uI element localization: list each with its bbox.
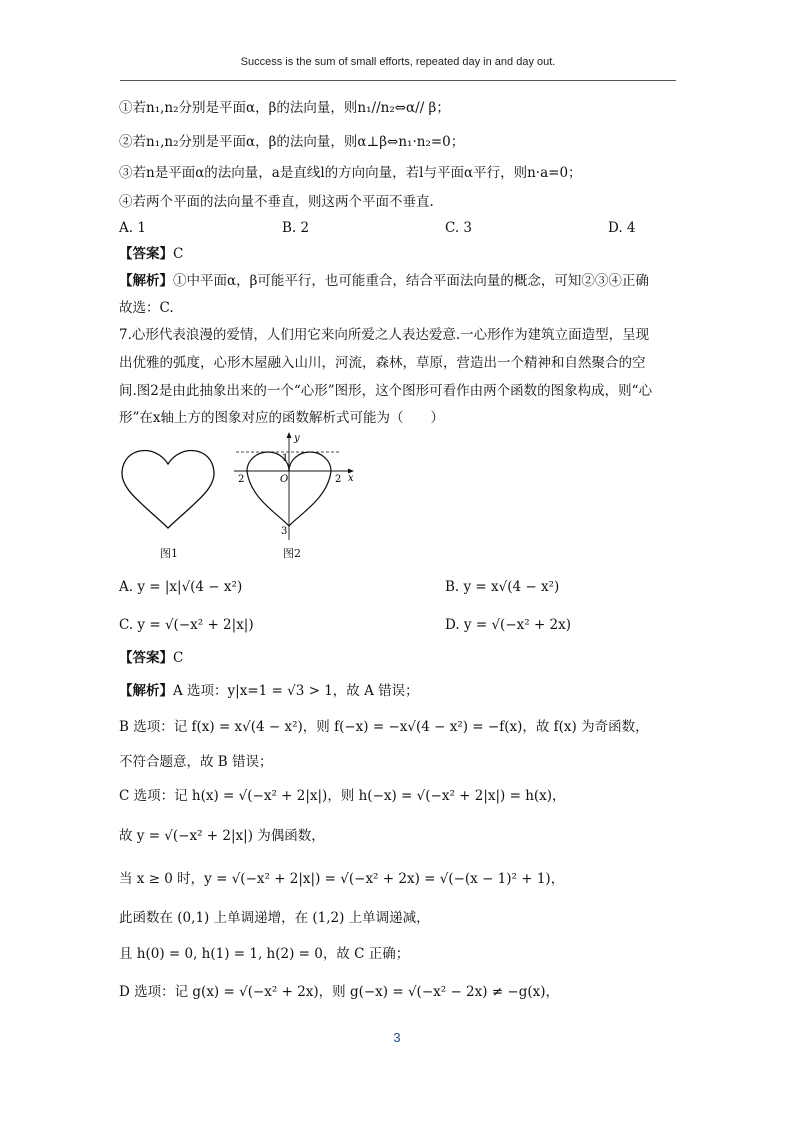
figure-2-caption: 图2	[283, 547, 301, 560]
q7-analysis-line-1	[119, 681, 419, 701]
q7-analysis-line-2: B 选项：记 f(x) = x√(4 − x²)，则 f(−x) = −x√(4 − x²) = −f(x)，故 f(x) 为奇函数，	[119, 719, 649, 735]
q7-option-b: B. y = x√(4 − x²)	[445, 579, 560, 595]
q7-option-a: A. y = |x|√(4 − x²)	[119, 579, 243, 595]
q7-stem-line-2: 出优雅的弧度，心形木屋融入山川，河流，森林，草原，营造出一个精神和自然聚合的空	[119, 355, 646, 371]
q7-answer-label: 【答案】	[119, 650, 173, 666]
prev-option-c: C. 3	[445, 220, 473, 236]
q7-analysis-line-7: 此函数在 (0,1) 上单调递增，在 (1,2) 上单调递减，	[119, 910, 430, 926]
q7-option-d: D. y = √(−x² + 2x)	[445, 617, 572, 633]
neg-2-label: 2	[238, 474, 245, 485]
prev-option-d: D. 4	[608, 220, 636, 236]
q7-analysis-line-8: 且 h(0) = 0, h(1) = 1, h(2) = 0，故 C 正确；	[119, 946, 410, 962]
header-motto: Success is the sum of small efforts, repeated day in and day out.	[240, 56, 556, 68]
prev-answer	[119, 244, 183, 264]
prev-option-a: A. 1	[119, 220, 146, 236]
y-axis-arrow	[287, 432, 292, 438]
answer-value: C	[173, 246, 184, 262]
prev-analysis-conclusion: 故选：C.	[119, 300, 174, 316]
upper-right-arc	[289, 452, 331, 471]
answer-label: 【答案】	[119, 246, 173, 262]
figure-1-caption: 图1	[160, 547, 178, 560]
x-axis-label: x	[348, 473, 354, 484]
q7-answer	[119, 648, 183, 668]
analysis-text: ①中平面α，β可能平行，也可能重合，结合平面法向量的概念，可知②③④正确	[173, 273, 649, 289]
prev-analysis	[119, 271, 649, 291]
q7-analysis-line-5: 故 y = √(−x² + 2|x|) 为偶函数，	[119, 828, 325, 844]
q7-analysis-line-9: D 选项：记 g(x) = √(−x² + 2x)，则 g(−x) = √(−x² − 2x) ≠ −g(x)，	[119, 984, 560, 1000]
statement-4: ④若两个平面的法向量不垂直，则这两个平面不垂直.	[119, 194, 434, 210]
q7-analysis-line-6: 当 x ≥ 0 时，y = √(−x² + 2|x|) = √(−x² + 2x) = √(−(x − 1)² + 1)，	[119, 871, 565, 887]
statement-3: ③若n是平面α的法向量，a是直线l的方向向量，若l与平面α平行，则n·a=0；	[119, 165, 582, 181]
figure-2-heart-graph	[228, 428, 363, 543]
three-label: 3	[281, 526, 288, 537]
q7-answer-value: C	[173, 650, 184, 666]
figure-1-heart	[118, 442, 218, 532]
statement-2: ②若n₁,n₂分别是平面α，β的法向量，则α⊥β⇔n₁·n₂=0；	[119, 134, 465, 150]
pos-2-label: 2	[335, 474, 342, 485]
analysis-label: 【解析】	[119, 273, 173, 289]
q7-analysis-line-3: 不符合题意，故 B 错误；	[119, 754, 273, 770]
prev-option-b: B. 2	[282, 220, 310, 236]
q7-analysis-label: 【解析】	[119, 683, 173, 699]
q7-analysis-a: A 选项：y|x=1 = √3 > 1，故 A 错误；	[173, 683, 419, 699]
statement-1: ①若n₁,n₂分别是平面α，β的法向量，则n₁//n₂⇔α// β；	[119, 100, 450, 116]
one-label: 1	[282, 453, 289, 464]
q7-stem-line-1: 7.心形代表浪漫的爱情，人们用它来向所爱之人表达爱意.一心形作为建筑立面造型，呈现	[119, 327, 650, 343]
q7-analysis-line-4: C 选项：记 h(x) = √(−x² + 2|x|)，则 h(−x) = √(−x² + 2|x|) = h(x)，	[119, 788, 566, 804]
page-number: 3	[393, 1030, 401, 1045]
q7-stem-line-3: 间.图2是由此抽象出来的一个“心形”图形，这个图形可看作由两个函数的图象构成，则“心	[119, 383, 653, 399]
origin-label: O	[280, 474, 289, 485]
y-axis-label: y	[294, 433, 300, 444]
header-divider	[120, 80, 676, 81]
q7-option-c: C. y = √(−x² + 2|x|)	[119, 617, 254, 633]
q7-stem-line-4: 形”在x轴上方的图象对应的函数解析式可能为（ ）	[119, 410, 445, 426]
heart-outline	[122, 451, 214, 528]
